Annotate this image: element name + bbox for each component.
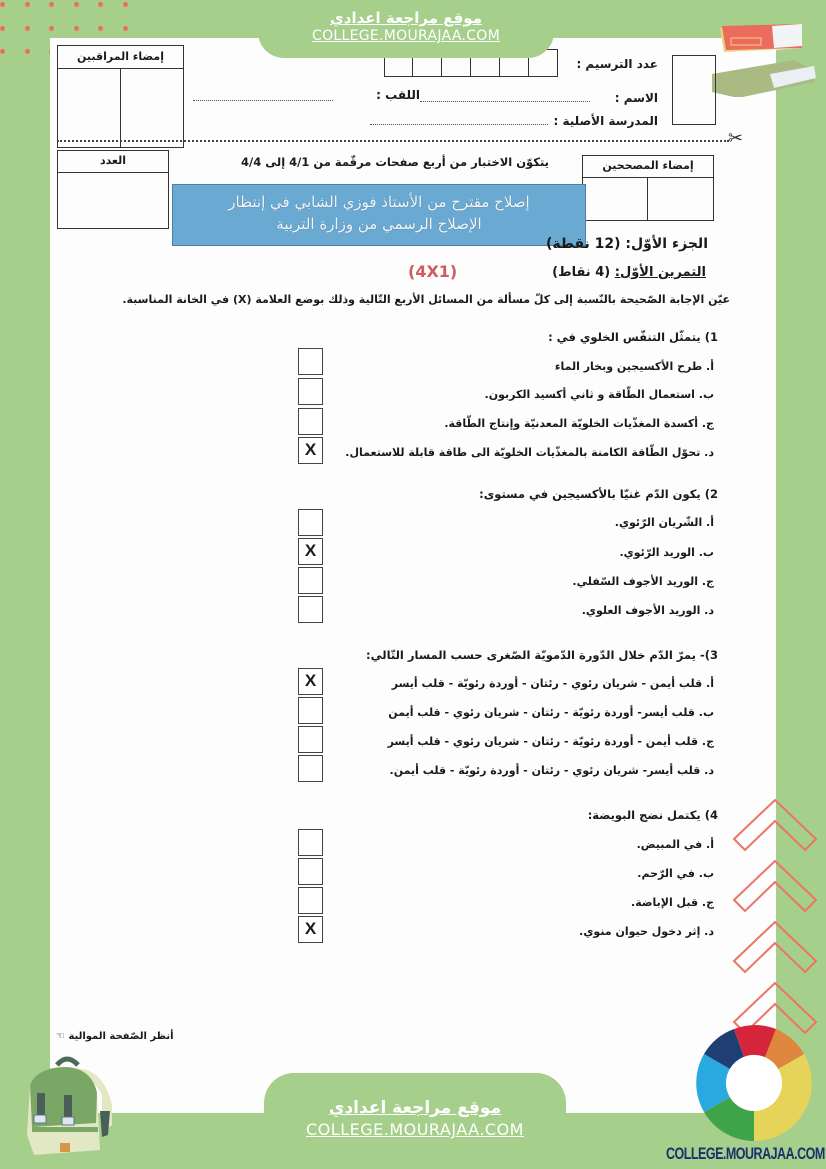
next-page-note: أنظر الصّفحة الموالية ☜ — [56, 1031, 174, 1042]
q1-option-c: ج. أكسدة المغذّيات الخلويّة المعدنيّة وإنتاج الطّاقة. — [444, 417, 714, 430]
q3-option-b: ب. قلب أيسر- أوردة رئويّة - رئتان - شريان رئوي - قلب أيمن — [388, 706, 714, 719]
surname-label: اللقب : — [376, 88, 420, 102]
q2-option-a: أ. الشّريان الرّئوي. — [614, 516, 714, 529]
name-label: الاسم : — [614, 91, 658, 105]
site-url[interactable]: COLLEGE.MOURAJAA.COM — [312, 28, 500, 44]
q3-checkbox-d[interactable] — [298, 755, 323, 782]
divider — [120, 69, 121, 147]
question-3: 3)- يمرّ الدّم خلال الدّورة الدّمويّة الصّغرى حسب المسار التّالي: — [366, 648, 718, 662]
divider — [647, 178, 648, 220]
q1-checkbox-a[interactable] — [298, 348, 323, 375]
site-name-ar[interactable]: موقع مراجعة اعدادي — [328, 1098, 502, 1118]
school-label: المدرسة الأصلية : — [553, 114, 658, 128]
question-4: 4) يكتمل نضج البويضة: — [587, 808, 718, 822]
decorative-dot — [25, 26, 30, 31]
logo-text[interactable]: COLLEGE.MOURAJAA.COM — [666, 1144, 825, 1163]
school-field[interactable] — [370, 124, 548, 125]
q3-checkbox-c[interactable] — [298, 726, 323, 753]
decorative-dot — [98, 2, 103, 7]
site-url[interactable]: COLLEGE.MOURAJAA.COM — [306, 1120, 524, 1139]
observers-signature-box — [57, 45, 184, 148]
name-field[interactable] — [420, 101, 590, 102]
correctors-signature-label: إمضاء المصححين — [583, 156, 713, 178]
q1-checkbox-b[interactable] — [298, 378, 323, 405]
decorative-dot — [123, 26, 128, 31]
decorative-dot — [74, 26, 79, 31]
q4-checkbox-a[interactable] — [298, 829, 323, 856]
decorative-dot — [0, 49, 5, 54]
question-1: 1) يتمثّل التنفّس الخلوي في : — [548, 330, 718, 344]
decorative-dot — [25, 49, 30, 54]
exercise-points: (4 نقاط) — [552, 265, 611, 280]
q4-option-b: ب. في الرّحم. — [637, 867, 714, 880]
correctors-signature-box — [582, 155, 714, 221]
site-name-ar[interactable]: موقع مراجعة اعدادي — [330, 9, 482, 27]
q2-checkbox-a[interactable] — [298, 509, 323, 536]
observers-signature-label: إمضاء المراقبين — [58, 46, 183, 69]
scissors-icon: ✂ — [728, 128, 744, 149]
q1-checkbox-d[interactable]: X — [298, 437, 323, 464]
q1-option-b: ب. استعمال الطّاقة و ثاني أكسيد الكربون. — [484, 388, 714, 401]
decorative-dot — [0, 2, 5, 7]
q4-option-d: د. إثر دخول حيوان منوي. — [579, 925, 714, 938]
backpack-icon — [12, 1055, 112, 1160]
grade-box — [57, 150, 169, 229]
registration-label: عدد الترسيم : — [576, 57, 658, 71]
correction-note — [172, 184, 586, 246]
q2-checkbox-b[interactable]: X — [298, 538, 323, 565]
q2-checkbox-c[interactable] — [298, 567, 323, 594]
q1-checkbox-c[interactable] — [298, 408, 323, 435]
top-site-banner[interactable] — [258, 0, 554, 58]
decorative-dot — [0, 26, 5, 31]
decorative-dot — [74, 2, 79, 7]
q3-checkbox-b[interactable] — [298, 697, 323, 724]
decorative-dot — [49, 2, 54, 7]
q2-option-b: ب. الوريد الرّئوي. — [619, 546, 714, 559]
exercise-instruction: عيّن الإجابة الصّحيحة بالنّسبة إلى كلّ مسألة من المسائل الأربع التّالية وذلك بوضع العلامة (X) في الخانة المناسبة. — [122, 293, 730, 306]
pages-note: يتكوّن الاختبار من أربع صفحات مرقّمة من 4/1 إلى 4/4 — [241, 155, 549, 169]
q4-checkbox-d[interactable]: X — [298, 916, 323, 943]
decorative-dot — [123, 2, 128, 7]
correction-note-line1: إصلاح مقترح من الأستاذ فوزي الشابي في إنتظار — [228, 193, 530, 211]
site-logo-icon[interactable] — [693, 1022, 815, 1144]
q1-option-d: د. تحوّل الطّاقة الكامنة بالمغذّيات الخلويّة الى طاقة قابلة للاستعمال. — [345, 446, 714, 459]
books-stack-icon — [698, 12, 820, 97]
exercise-title-label: التمرين الأوّل: — [614, 265, 706, 280]
score-annotation: (4X1) — [408, 262, 458, 281]
q2-option-c: ج. الوريد الأجوف السّفلي. — [572, 575, 714, 588]
q4-checkbox-b[interactable] — [298, 858, 323, 885]
decorative-dot — [25, 2, 30, 7]
q2-option-d: د. الوريد الأجوف العلوي. — [581, 604, 714, 617]
bottom-site-banner[interactable] — [264, 1073, 566, 1169]
question-2: 2) يكون الدّم غنيّا بالأكسيجين في مستوى: — [479, 487, 718, 501]
chevron-up-icons — [732, 792, 826, 1042]
correction-note-line2: الإصلاح الرسمي من وزارة التربية — [276, 215, 482, 233]
q3-checkbox-a[interactable]: X — [298, 668, 323, 695]
q4-option-a: أ. في المبيض. — [636, 838, 714, 851]
q4-option-c: ج. قبل الإباضة. — [631, 896, 714, 909]
decorative-dot — [98, 26, 103, 31]
decorative-dot — [49, 26, 54, 31]
exercise-title — [552, 265, 706, 280]
photo-box — [672, 55, 716, 125]
surname-field[interactable] — [193, 100, 333, 101]
q3-option-c: ج. قلب أيمن - أوردة رئويّة - رئتان - شريان رئوي - قلب أيسر — [387, 735, 714, 748]
grade-label: العدد — [58, 151, 168, 173]
q2-checkbox-d[interactable] — [298, 596, 323, 623]
q3-option-d: د. قلب أيسر- شريان رئوي - رئتان - أوردة رئويّة - قلب أيمن. — [389, 764, 714, 777]
part-title: الجزء الأوّل: (12 نقطة) — [545, 236, 708, 252]
cut-line — [57, 140, 729, 142]
q1-option-a: أ. طرح الأكسيجين وبخار الماء — [554, 360, 714, 373]
q4-checkbox-c[interactable] — [298, 887, 323, 914]
q3-option-a: أ. قلب أيمن - شريان رئوي - رئتان - أوردة رئويّة - قلب أيسر — [391, 677, 714, 690]
